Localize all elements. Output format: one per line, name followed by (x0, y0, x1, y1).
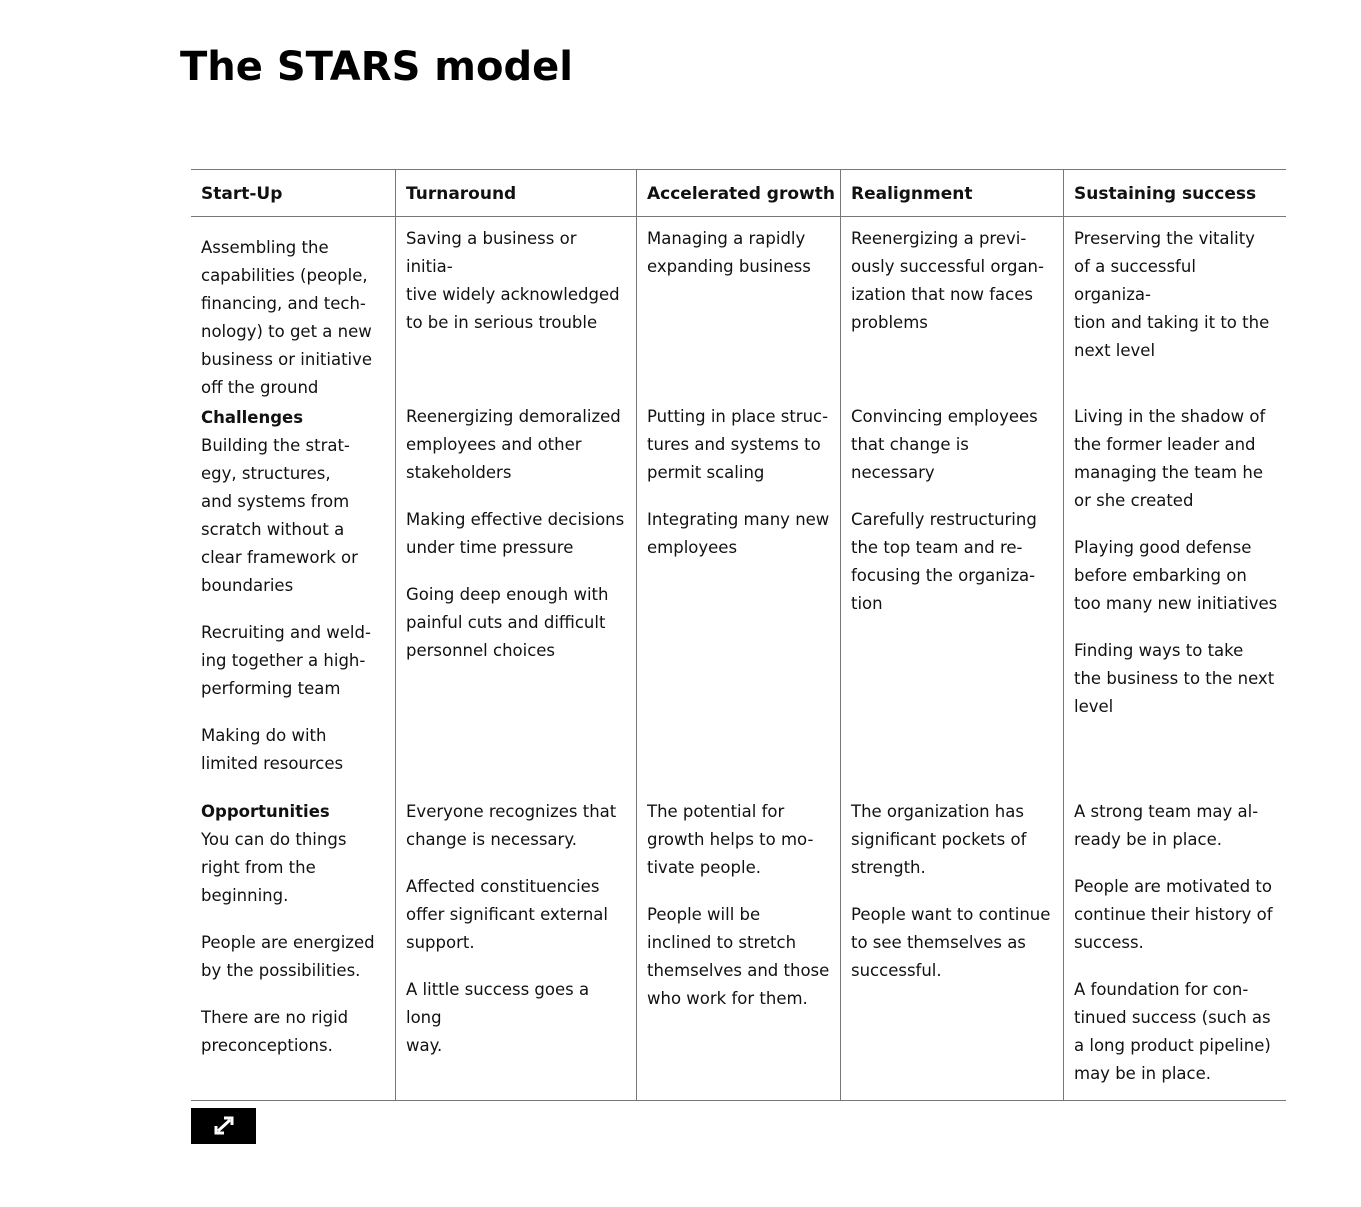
opportunities-cell (191, 798, 395, 1100)
cell-text: Making effective decisions under time pressure (406, 510, 625, 557)
opportunities-cell (395, 798, 636, 1100)
cell-text: Putting in place struc- tures and systems to permit scaling (647, 407, 829, 482)
cell-text: A little success goes a long way. (406, 980, 590, 1055)
challenges-block (201, 404, 387, 600)
opportunities-cell (1063, 798, 1286, 1100)
cell-text: Assembling the capabilities (people, financing, and tech- nology) to get a new business or initiative off the ground (201, 238, 373, 397)
cell-text: People are energized by the possibilities. (201, 933, 375, 980)
challenges-cell (1063, 403, 1286, 798)
cell-text: Everyone recognizes that change is necessary. (406, 802, 617, 849)
cell-text: A foundation for con- tinued success (such as a long product pipeline) may be in place. (1074, 980, 1271, 1083)
cell-text: Going deep enough with painful cuts and difficult personnel choices (406, 585, 609, 660)
cell-text: Preserving the vitality of a successful organiza- tion and taking it to the next level (1074, 229, 1270, 360)
opportunities-cell (840, 798, 1063, 1100)
column-header: Realignment (840, 170, 1063, 216)
cell-text: Managing a rapidly expanding business (647, 229, 811, 276)
challenges-cell (636, 403, 840, 798)
cell-text: Playing good defense before embarking on too many new initiatives (1074, 538, 1278, 613)
cell-text: Reenergizing a previ- ously successful organ- ization that now faces problems (851, 229, 1044, 332)
column-header: Accelerated growth (636, 170, 840, 216)
opportunities-cell (636, 798, 840, 1100)
cell-text: Living in the shadow of the former leader and managing the team he or she created (1074, 407, 1266, 510)
description-cell (636, 217, 840, 403)
cell-text: Carefully restructuring the top team and re- focusing the organiza- tion (851, 510, 1037, 613)
description-cell (840, 217, 1063, 403)
table-header-row (191, 170, 1286, 217)
opportunities-block (201, 798, 387, 910)
challenges-label: Challenges (201, 408, 304, 427)
expand-table-button[interactable] (191, 1108, 256, 1144)
challenges-cell (840, 403, 1063, 798)
cell-text: The potential for growth helps to mo- tivate people. (647, 802, 814, 877)
cell-text: Affected constituencies offer significant external support. (406, 877, 608, 952)
cell-text: Making do with limited resources (201, 726, 344, 773)
cell-text: Recruiting and weld- ing together a high- performing team (201, 623, 371, 698)
page-title: The STARS model (180, 44, 573, 90)
opportunities-label: Opportunities (201, 802, 330, 821)
stars-table (191, 169, 1286, 1101)
column-header: Turnaround (395, 170, 636, 216)
cell-text: Convincing employees that change is necessary (851, 407, 1038, 482)
cell-text: People are motivated to continue their history of success. (1074, 877, 1273, 952)
challenges-cell (395, 403, 636, 798)
expand-arrows-icon (209, 1112, 239, 1140)
table-body (191, 217, 1286, 1100)
cell-text: People will be inclined to stretch themselves and those who work for them. (647, 905, 830, 1008)
cell-text: The organization has significant pockets of strength. (851, 802, 1027, 877)
cell-text: Building the strat- egy, structures, and systems from scratch without a clear framework or boundaries (201, 436, 358, 595)
cell-text: There are no rigid preconceptions. (201, 1008, 349, 1055)
cell-text: You can do things right from the beginning. (201, 830, 347, 905)
challenges-cell (191, 403, 395, 798)
description-cell (395, 217, 636, 403)
column-header: Start-Up (201, 184, 283, 204)
description-cell (191, 217, 395, 403)
cell-text: Finding ways to take the business to the next level (1074, 641, 1275, 716)
column-header: Sustaining success (1063, 170, 1286, 216)
cell-text: Saving a business or initia- tive widely acknowledged to be in serious trouble (406, 229, 620, 332)
cell-text: Reenergizing demoralized employees and other stakeholders (406, 407, 621, 482)
cell-text: Integrating many new employees (647, 510, 830, 557)
cell-text: People want to continue to see themselves as successful. (851, 905, 1051, 980)
description-cell (1063, 217, 1286, 403)
cell-text: A strong team may al- ready be in place. (1074, 802, 1259, 849)
